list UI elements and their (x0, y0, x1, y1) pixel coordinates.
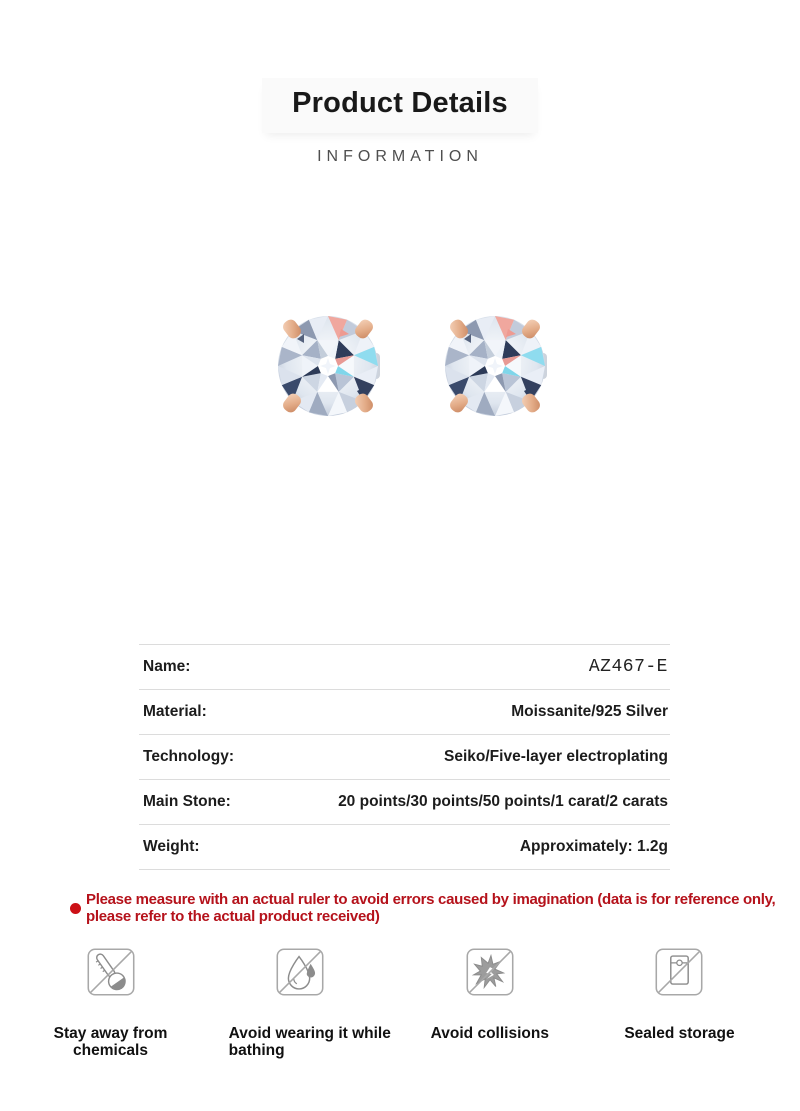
care-item-bathing (208, 943, 393, 1060)
left-earring (278, 316, 380, 416)
care-caption: Sealed storage (624, 1024, 735, 1042)
header (0, 0, 800, 166)
spec-label: Name: (143, 658, 191, 675)
sealed-storage-icon (650, 943, 708, 1001)
spec-table (139, 644, 670, 870)
spec-row-weight (139, 825, 670, 870)
spec-value: Moissanite/925 Silver (511, 703, 668, 720)
spec-label: Technology: (143, 748, 234, 765)
spec-label: Weight: (143, 838, 200, 855)
no-chemicals-icon (82, 943, 140, 1001)
care-caption: Avoid wearing it while bathing (228, 1024, 391, 1059)
spec-label: Main Stone: (143, 793, 231, 810)
care-caption: Avoid collisions (430, 1024, 549, 1042)
measurement-notice (70, 891, 780, 926)
care-caption: Stay away from chemicals (53, 1024, 168, 1059)
page-title: Product Details (262, 78, 538, 133)
no-collision-icon (461, 943, 519, 1001)
care-instructions (0, 943, 800, 1060)
care-item-collision (397, 943, 582, 1060)
no-bathing-icon (271, 943, 329, 1001)
spec-row-name (139, 645, 670, 690)
product-image (0, 303, 800, 436)
spec-value: Seiko/Five-layer electroplating (444, 748, 668, 765)
spec-row-main-stone (139, 780, 670, 825)
notice-text: Please measure with an actual ruler to avoid errors caused by imagination (data is for reference only, please refer to the actual product received) (86, 891, 776, 926)
spec-value: Approximately: 1.2g (519, 838, 668, 855)
bullet-icon (70, 903, 81, 914)
spec-row-material (139, 690, 670, 735)
spec-label: Material: (143, 703, 207, 720)
care-item-chemicals (18, 943, 203, 1060)
care-item-storage (587, 943, 772, 1060)
spec-value: AZ467-E (588, 657, 668, 677)
page-subtitle: INFORMATION (317, 148, 483, 165)
right-earring (445, 316, 547, 416)
spec-row-technology (139, 735, 670, 780)
stud-earrings-image (273, 303, 550, 431)
spec-value: 20 points/30 points/50 points/1 carat/2 carats (338, 793, 668, 810)
